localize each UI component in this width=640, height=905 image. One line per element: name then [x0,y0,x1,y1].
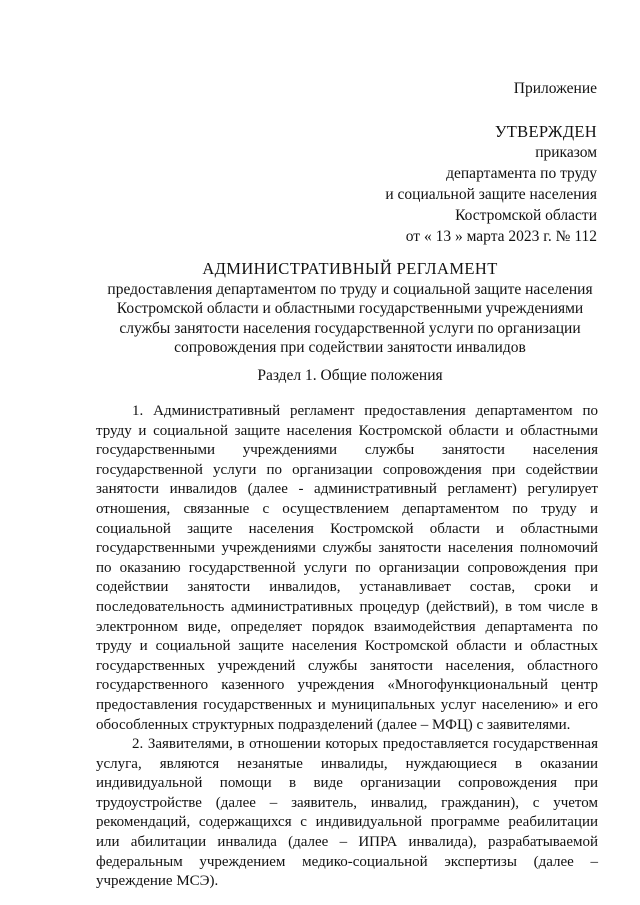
paragraph-1: 1. Административный регламент предоставления департаментом по труду и социальной защите населения Костромской области и областными государственными учреждениями службы занятости населения государственной услуги по организации сопровождения при содействии занятости инвалидов (далее - административный регламент) регулирует отношения, связанные с осуществлением департаментом по труду и социальной защите населения Костромской области и областными государственными учреждениями службы занятости населения полномочий по оказанию государственной услуги по организации сопровождения при содействии занятости инвалидов, устанавливает состав, сроки и последовательность административных процедур (действий), в том числе в электронном виде, определяет порядок взаимодействия департамента по труду и социальной защите населения Костромской области и областных государственных учреждений службы занятости населения, областного государственного казенного учреждения «Многофункциональный центр предоставления государственных и муниципальных услуг населению» и его обособленных структурных подразделений (далее – МФЦ) с заявителями. [96,403,598,733]
appendix-label: Приложение [513,80,597,97]
document-subtitle-line: сопровождения при содействии занятости инвалидов [174,339,526,356]
approval-block [385,78,597,247]
document-subtitle-line: Костромской области и областными государственными учреждениями [116,300,584,317]
document-subtitle-line: службы занятости населения государственной услуги по организации [119,319,581,337]
approval-date-line: от « 13 » марта 2023 г. № 112 [405,228,597,245]
document-title-block [60,259,640,358]
approval-line: департамента по труду [446,165,597,182]
document-subtitle-line: предоставления департаментом по труду и социальной защите населения [107,280,593,298]
section-heading: Раздел 1. Общие положения [257,367,443,384]
document-body [96,402,598,892]
document-title: АДМИНИСТРАТИВНЫЙ РЕГЛАМЕНТ [202,259,498,278]
approval-line: и социальной защите населения [385,186,597,203]
approval-line: Костромской области [455,207,597,224]
approval-line: приказом [535,144,597,161]
approved-label: УТВЕРЖДЕН [494,122,597,141]
paragraph-2: 2. Заявителями, в отношении которых предоставляется государственная услуга, являются незанятые инвалиды, нуждающиеся в оказании индивидуальной помощи в виде организации сопровождения при трудоустройстве (далее – заявитель, инвалид, гражданин), с учетом рекомендаций, содержащихся с индивидуальной программе реабилитации или абилитации инвалида (далее – ИПРА инвалида), разрабатываемой федеральным учреждением медико-социальной экспертизы (далее – учреждение МСЭ). [96,736,598,890]
